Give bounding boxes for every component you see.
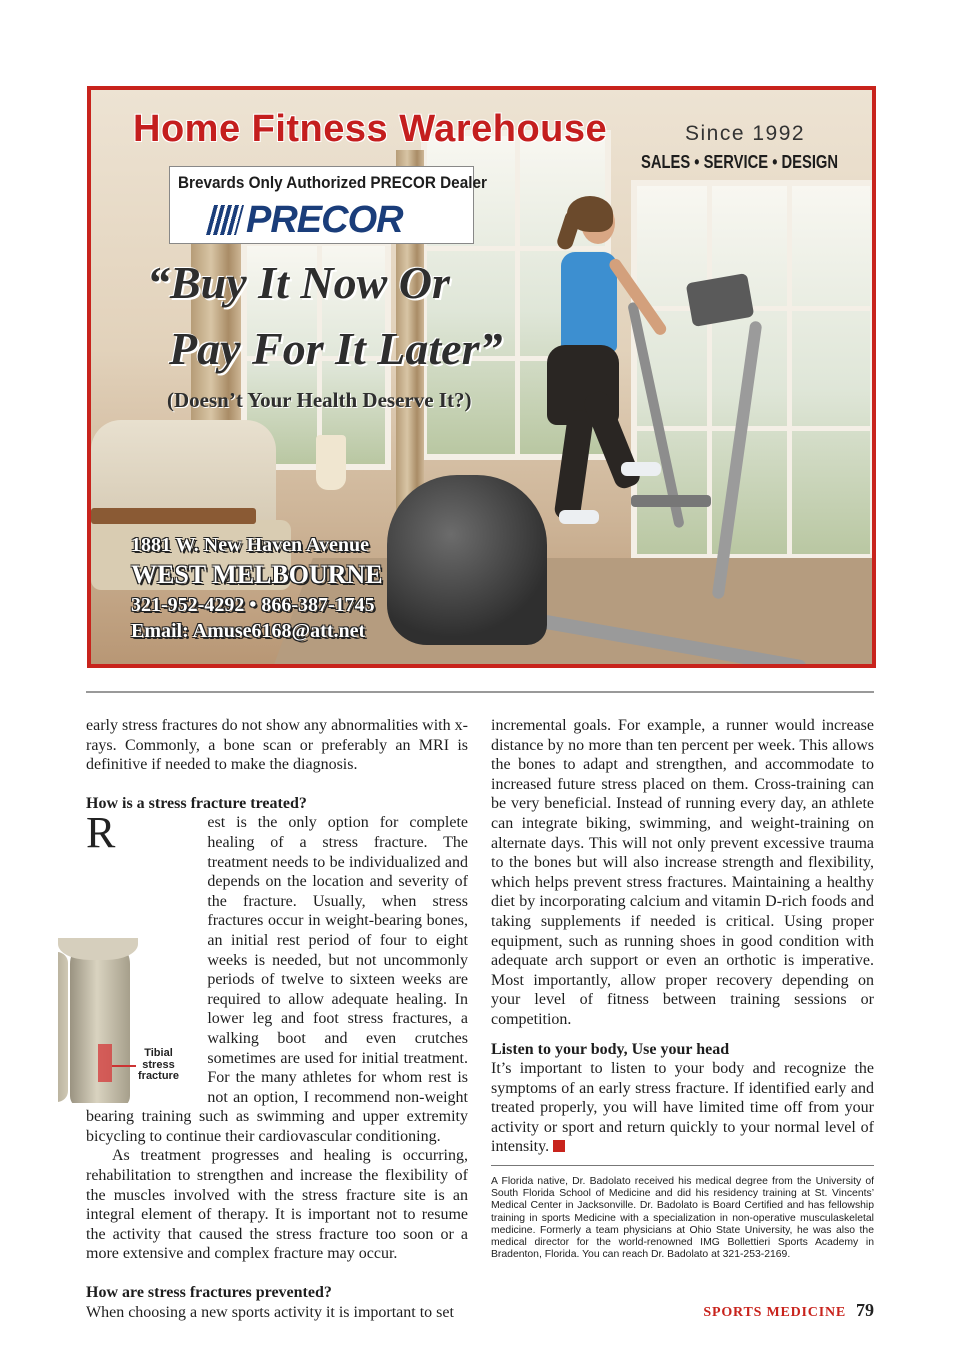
ad-since: Since 1992 [685,122,806,145]
ad-slogan-line2: Pay For It Later” [169,323,503,374]
dealer-text: Brevards Only Authorized PRECOR Dealer [178,173,487,192]
section-name: SPORTS MEDICINE [703,1305,846,1320]
woman-top [561,252,617,352]
advertisement [87,86,876,668]
page-number: 79 [856,1300,874,1320]
ad-services: SALES • SERVICE • DESIGN [641,152,839,172]
right-column [491,716,874,1157]
end-mark-icon [553,1140,565,1152]
paragraph: incremental goals. For example, a runner would increase distance by no more than ten percent per week. This allows the bones to adapt and strengthen, and accommodate to increased future stress placed on them. Cross-training can be very beneficial. Instead of running every day, an athlete can integrate biking, swimming, and weight-training on alternate days. This will not only prevent excessive trauma to the bones but will also increase strength and flexibility, which helps prevent stress fractures. Maintaining a healthy diet by incorporating calcium and vitamin D-rich foods and taking supplements if needed is critical. Using proper equipment, such as running shoes in good condition with adequate arch support or even an orthotic is imperative. Most importantly, allow proper recovery depending on your level of fitness between training sessions or competition. [491,717,874,1028]
paragraph: When choosing a new sports activity it is important to set [86,1303,454,1321]
section-heading: Listen to your body, Use your head [491,1040,730,1058]
fibula-bone [58,952,68,1102]
divider [491,1165,874,1166]
woman-shoe [559,510,599,524]
drop-cap: R [86,808,116,858]
figure-label: Tibial stress fracture [138,1047,179,1082]
left-column [86,716,468,1322]
ad-address: 1881 W. New Haven Avenue [131,534,369,556]
woman-shoe [621,462,661,476]
ad-slogan-sub: (Doesn’t Your Health Deserve It?) [167,388,472,412]
figure-wrap-space [93,931,205,1101]
precor-stripes-icon [206,205,244,235]
paragraph: early stress fractures do not show any abnormalities with x-rays. Commonly, a bone scan or preferably an MRI is definitive if needed to make the diagnosis. [86,717,468,774]
divider [86,691,874,693]
ad-email: Email: Amuse6168@att.net [131,620,366,642]
elliptical-base [387,475,547,645]
paragraph: It’s important to listen to your body and recognize the symptoms of an early stress fracture. If identified early and treated properly, you will have limited time off from your activity or sport and return quickly to your normal level of intensity. [491,1060,874,1156]
ad-phones: 321-952-4292 • 866-387-1745 [131,594,375,616]
coffee-table [91,508,256,524]
lamp [316,435,346,490]
dealer-box [169,166,487,244]
section-heading: How are stress fractures prevented? [86,1284,332,1302]
paragraph [86,808,468,1146]
author-bio: A Florida native, Dr. Badolato received his medical degree from the University of South Florida School of Medicine and did his residency training at St. Vincents’ Medical Center in Jacksonville. Dr. Badolato is Board Certified and has fellowship training in sports Medicine with a specialization in non-operative musculaskeletal medicine. Formerly a team physicians at Ohio State University, he was also the medical director for the world-renowned IMG Bollettieri Sports Academy in Bradenton, Florida. You can reach Dr. Badolato at 321-253-2169. [491,1176,874,1261]
machine-pedal [631,495,711,507]
ad-slogan-line1: “Buy It Now Or [147,257,450,308]
section-heading: How is a stress fracture treated? [86,794,307,812]
ad-city: WEST MELBOURNE [131,560,383,589]
paragraph: As treatment progresses and healing is occurring, rehabilitation to strengthen and increase the flexibility of the muscles involved with the stress fracture site is an integral element of therapy. It is important not to resume the activity that caused the stress fracture too soon or a more extensive and complex fracture may occur. [86,1147,468,1263]
ad-brand-title: Home Fitness Warehouse [133,108,608,150]
woman-hair [567,196,613,232]
paragraph-text: est is the only option for complete healing of a stress fracture. The treatment needs to be individualized and depends on the location and severity of the fracture. Usually, when stress fractures occur in weight-bearing bones, an initial rest period of four to eight weeks is needed, but not uncommonly periods of twelve to sixteen weeks are required to allow adequate healing. In lower leg and foot stress fractures, a walking boot and even crutches sometimes are used for initial treatment. For the many athletes for whom rest is not an option, I recommend non-weight bearing training such as swimming and upper extremity bicycling to continue their cardiovascular conditioning. [86,814,468,1145]
precor-logo: PRECOR [246,199,403,241]
page-footer [703,1300,874,1321]
